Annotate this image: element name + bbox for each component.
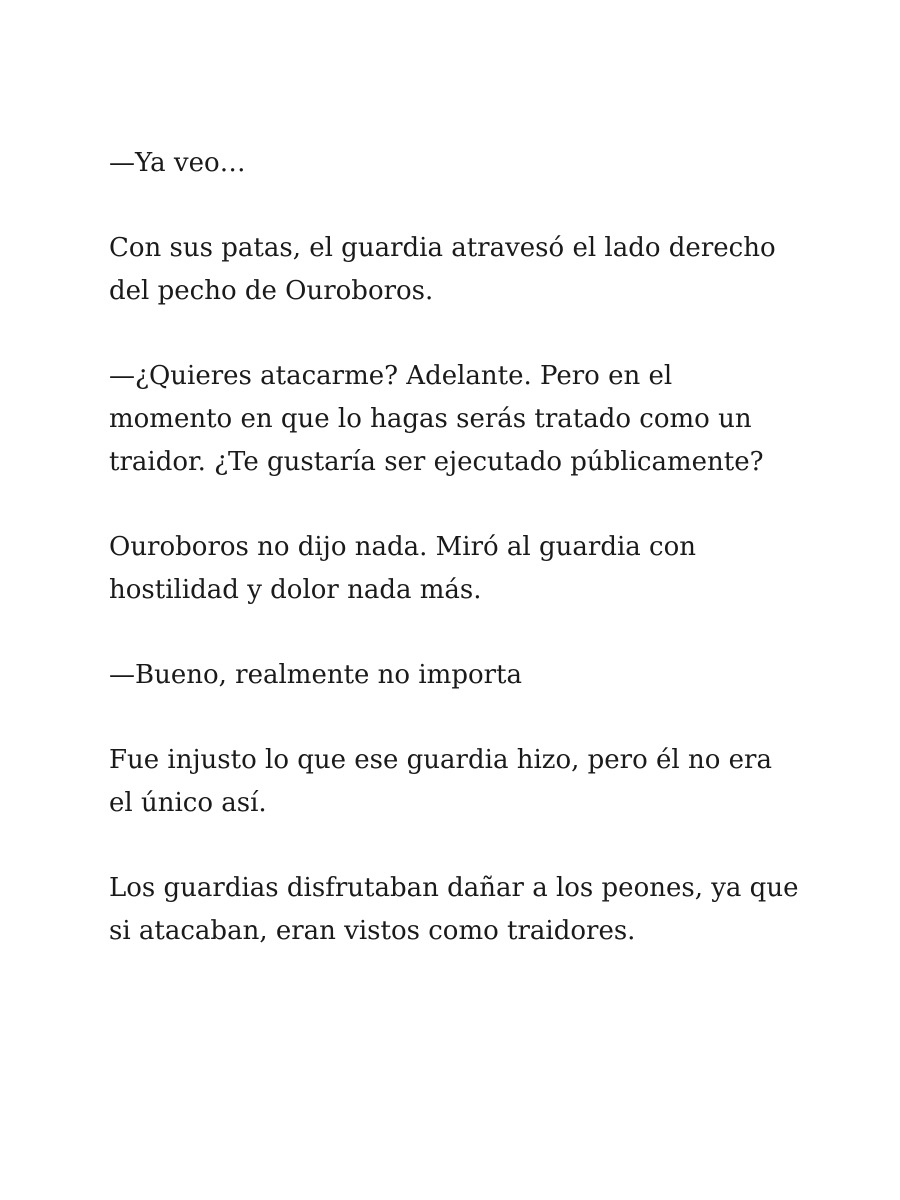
paragraph-narration-injustice: Fue injusto lo que ese guardia hizo, pero él no era el único así. bbox=[109, 745, 772, 818]
paragraph-narration-guards-enjoy: Los guardias disfrutaban dañar a los peones, ya que si atacaban, eran vistos como traidores. bbox=[109, 873, 799, 946]
paragraph-dialogue-no-importa: —Bueno, realmente no importa bbox=[109, 660, 522, 690]
paragraph-narration-silence: Ouroboros no dijo nada. Miró al guardia con hostilidad y dolor nada más. bbox=[109, 532, 697, 605]
paragraph-narration-guard-attack: Con sus patas, el guardia atravesó el lado derecho del pecho de Ouroboros. bbox=[109, 233, 776, 306]
paragraph-dialogue-threat: —¿Quieres atacarme? Adelante. Pero en el momento en que lo hagas serás tratado como un traidor. ¿Te gustaría ser ejecutado públicamente? bbox=[109, 361, 764, 477]
paragraph-dialogue-ya-veo: —Ya veo… bbox=[109, 148, 246, 178]
